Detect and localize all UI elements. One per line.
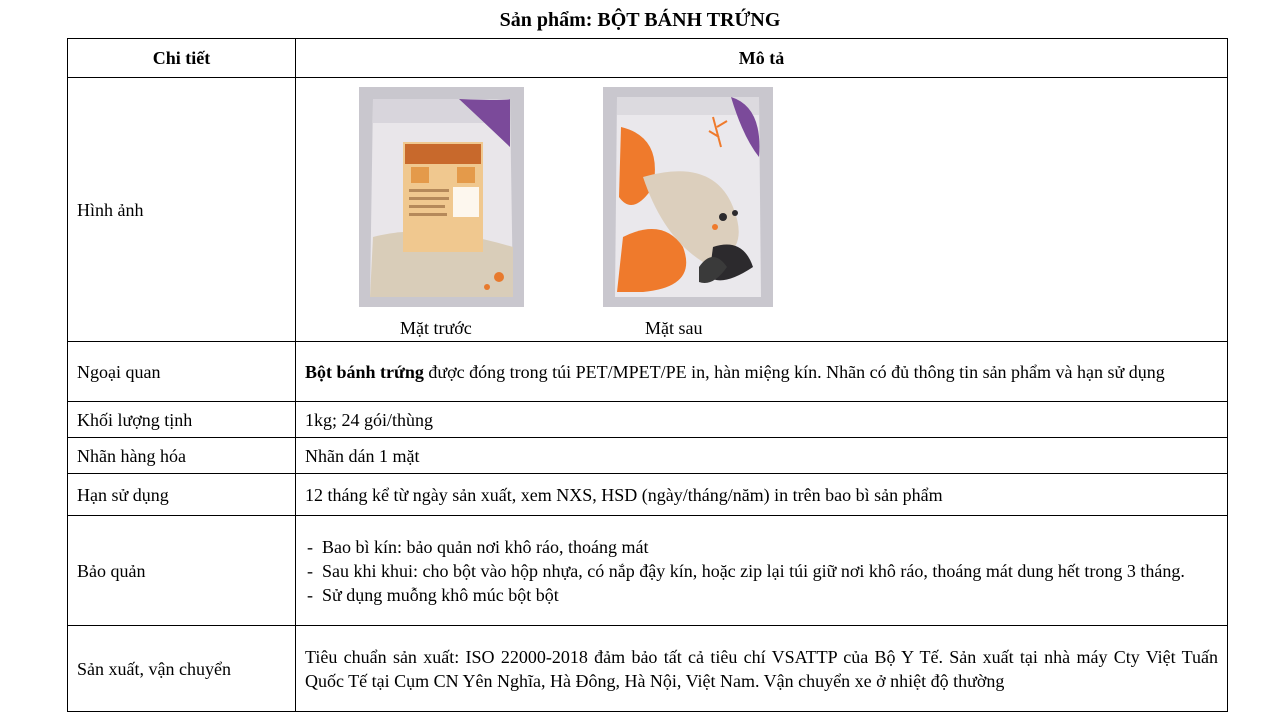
label-expiry: Hạn sử dụng (68, 474, 296, 516)
label-storage: Bảo quản (68, 516, 296, 626)
value-production: Tiêu chuẩn sản xuất: ISO 22000-2018 đảm bảo tất cả tiêu chí VSATTP của Bộ Y Tế. Sản xuất tại nhà máy Cty Việt Tuấn Quốc Tế tại Cụm CN Yên Nghĩa, Hà Đông, Hà Nội, Việt Nam. Vận chuyển xe ở nhiệt độ thường (296, 626, 1228, 712)
label-image: Hình ảnh (68, 78, 296, 342)
back-caption: Mặt sau (645, 318, 703, 338)
table-row-storage (68, 516, 1228, 626)
table-row-appearance (68, 342, 1228, 402)
appearance-text: được đóng trong túi PET/MPET/PE in, hàn miệng kín. Nhãn có đủ thông tin sản phẩm và hạn sử dụng (423, 361, 1165, 382)
front-package-image (359, 87, 524, 307)
product-name-bold: Bột bánh trứng (305, 361, 424, 382)
back-package-image (603, 87, 773, 307)
label-goods-label: Nhãn hàng hóa (68, 438, 296, 474)
front-caption: Mặt trước (400, 318, 472, 338)
value-appearance (296, 342, 1228, 402)
table-header-row (68, 39, 1228, 78)
label-net-weight: Khối lượng tịnh (68, 402, 296, 438)
value-net-weight: 1kg; 24 gói/thùng (296, 402, 1228, 438)
spec-table (67, 38, 1228, 712)
list-item: - Bao bì kín: bảo quản nơi khô ráo, thoáng mát (305, 535, 1218, 559)
header-description: Mô tả (296, 39, 1228, 78)
header-detail: Chi tiết (68, 39, 296, 78)
image-cell (296, 78, 1228, 342)
page-title: Sản phẩm: BỘT BÁNH TRỨNG (499, 9, 781, 31)
table-row-production (68, 626, 1228, 712)
value-goods-label: Nhãn dán 1 mặt (296, 438, 1228, 474)
label-appearance: Ngoại quan (68, 342, 296, 402)
table-row-image (68, 78, 1228, 342)
label-production: Sản xuất, vận chuyển (68, 626, 296, 712)
list-item: - Sau khi khui: cho bột vào hộp nhựa, có nắp đậy kín, hoặc zip lại túi giữ nơi khô ráo, thoáng mát dung hết trong 3 tháng. (305, 559, 1218, 583)
storage-list (305, 535, 1218, 607)
list-item: - Sử dụng muỗng khô múc bột bột (305, 583, 1218, 607)
value-expiry: 12 tháng kể từ ngày sản xuất, xem NXS, HSD (ngày/tháng/năm) in trên bao bì sản phẩm (296, 474, 1228, 516)
table-row-expiry (68, 474, 1228, 516)
value-storage (296, 516, 1228, 626)
table-row-goods-label (68, 438, 1228, 474)
table-row-net-weight (68, 402, 1228, 438)
